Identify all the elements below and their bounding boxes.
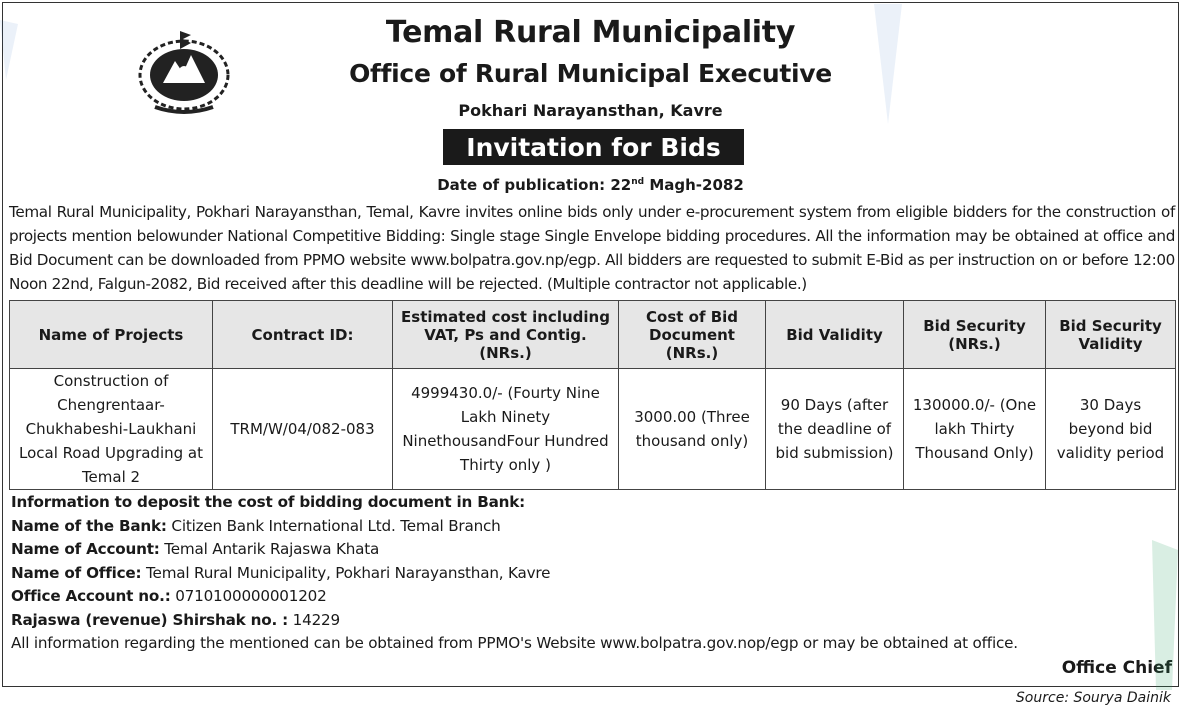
publication-date-rest: Magh-2082: [644, 176, 744, 194]
col-header-doc-cost: Cost of Bid Document (NRs.): [619, 301, 766, 369]
bank-info-section: [11, 491, 1171, 656]
account-number-line: Office Account no.: 0710100000001202: [11, 587, 327, 605]
col-header-estimated-cost: Estimated cost including VAT, Ps and Contig. (NRs.): [393, 301, 619, 369]
col-header-project: Name of Projects: [10, 301, 213, 369]
publication-date: [3, 176, 1178, 194]
cell-security-validity: 30 Days beyond bid validity period: [1046, 369, 1176, 490]
cell-contract-id: TRM/W/04/082-083: [213, 369, 393, 490]
cell-bid-validity: 90 Days (after the deadline of bid submission): [766, 369, 904, 490]
cell-bid-security: 130000.0/- (One lakh Thirty Thousand Only): [904, 369, 1046, 490]
col-header-contract-id: Contract ID:: [213, 301, 393, 369]
source-credit: Source: Sourya Dainik: [1015, 690, 1171, 706]
col-header-bid-security: Bid Security (NRs.): [904, 301, 1046, 369]
revenue-code-line: Rajaswa (revenue) Shirshak no. : 14229: [11, 610, 340, 629]
col-header-security-validity: Bid Security Validity: [1046, 301, 1176, 369]
table-header-row: [10, 301, 1176, 369]
location-subtitle: Pokhari Narayansthan, Kavre: [458, 101, 723, 120]
intro-paragraph: Temal Rural Municipality, Pokhari Narayansthan, Temal, Kavre invites online bids only under e-procurement system from eligible bidders for the construction of projects mention belowunder National Competitive Bidding: Single stage Single Envelope bidding procedures. All the information may be obtained at office and Bid Document can be downloaded from PPMO website www.bolpatra.gov.np/egp. All bidders are requested to submit E-Bid as per instruction on or before 12:00 Noon 22nd, Falgun-2082, Bid received after this deadline will be rejected. (Multiple contractor not applicable.): [9, 203, 1175, 293]
invitation-banner: Invitation for Bids: [443, 129, 744, 165]
bids-table: [9, 300, 1176, 490]
publication-date-suffix: nd: [631, 177, 645, 187]
cell-estimated-cost: 4999430.0/- (Fourty Nine Lakh Ninety NinethousandFour Hundred Thirty only ): [393, 369, 619, 490]
office-title: Office of Rural Municipal Executive: [349, 59, 832, 88]
publication-date-label: Date of publication: 22: [437, 176, 632, 194]
footer-note: All information regarding the mentioned can be obtained from PPMO's Website www.bolpatra.gov.nop/egp or may be obtained at office.: [11, 634, 1018, 652]
notice-frame: [2, 2, 1179, 687]
col-header-bid-validity: Bid Validity: [766, 301, 904, 369]
cell-doc-cost: 3000.00 (Three thousand only): [619, 369, 766, 490]
municipality-title: Temal Rural Municipality: [385, 15, 796, 50]
office-chief-signature: Office Chief: [1061, 658, 1172, 678]
account-name-line: Name of Account: Temal Antarik Rajaswa Khata: [11, 540, 380, 558]
office-name-line: Name of Office: Temal Rural Municipality, Pokhari Narayansthan, Kavre: [11, 563, 551, 582]
bank-name-line: Name of the Bank: Citizen Bank International Ltd. Temal Branch: [11, 516, 501, 535]
table-row: [10, 369, 1176, 490]
cell-project: Construction of Chengrentaar-Chukhabeshi-Laukhani Local Road Upgrading at Temal 2: [10, 369, 213, 490]
bank-info-heading: Information to deposit the cost of bidding document in Bank:: [11, 493, 526, 511]
